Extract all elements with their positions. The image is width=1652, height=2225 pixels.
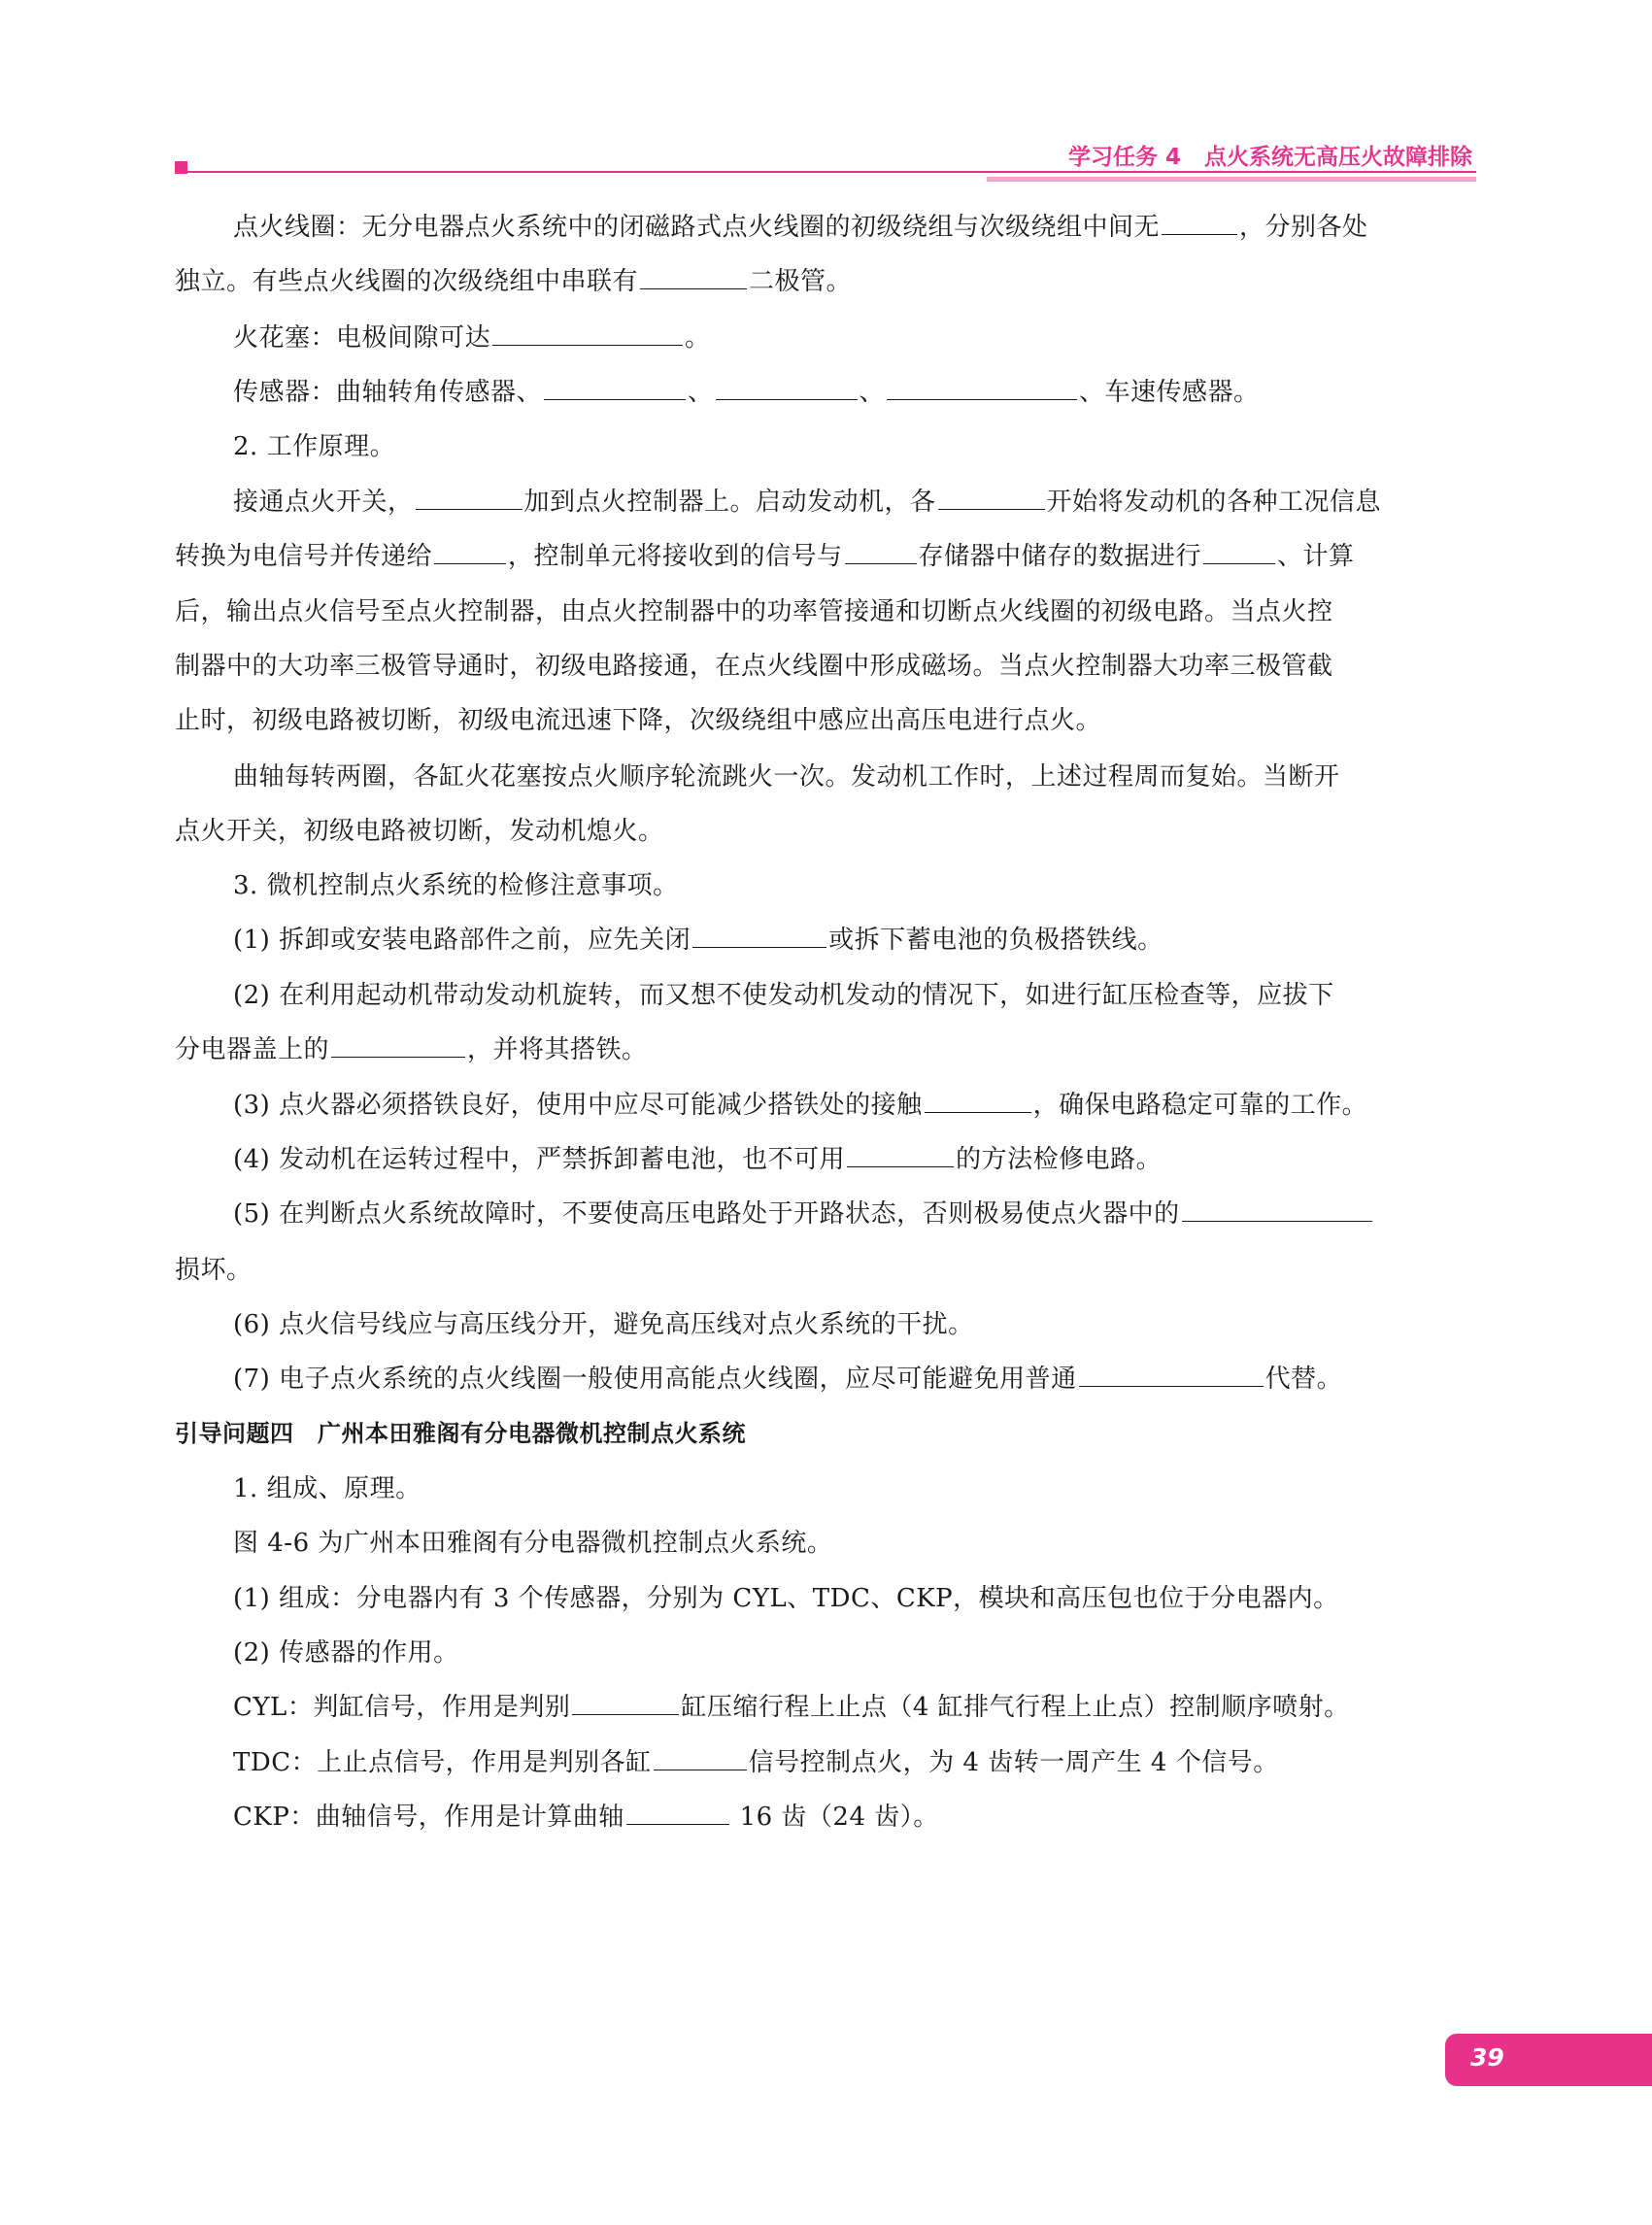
blank-field — [492, 323, 683, 346]
item-2-line2: 分电器盖上的 ，并将其搭铁。 — [175, 1035, 648, 1064]
item-3: (3) 点火器必须搭铁良好，使用中应尽可能减少搭铁处的接触 ，确保电路稳定可靠的工作。 — [233, 1091, 1368, 1120]
figure-reference: 图 4-6 为广州本田雅阁有分电器微机控制点火系统。 — [233, 1529, 833, 1558]
item-5-line2: 损坏。 — [175, 1256, 253, 1285]
paragraph-coil-line1: 点火线圈：无分电器点火系统中的闭磁路式点火线圈的初级绕组与次级绕组中间无 ，分别各处 — [233, 213, 1368, 242]
paragraph-principle-line1: 接通点火开关， 加到点火控制器上。启动发动机，各 开始将发动机的各种工况信息 — [233, 488, 1382, 517]
blank-field — [544, 378, 686, 400]
sensor-function-heading: (2) 传感器的作用。 — [233, 1638, 459, 1668]
blank-field — [847, 1145, 954, 1167]
blank-field — [626, 1803, 729, 1825]
paragraph-crank-line1: 曲轴每转两圈，各缸火花塞按点火顺序轮流跳火一次。发动机工作时，上述过程周而复始。当断开 — [233, 762, 1340, 792]
blank-field — [938, 488, 1045, 510]
item-4: (4) 发动机在运转过程中，严禁拆卸蓄电池，也不可用 的方法检修电路。 — [233, 1145, 1163, 1174]
paragraph-principle-line3: 后，输出点火信号至点火控制器，由点火控制器中的功率管接通和切断点火线圈的初级电路。当点火控 — [175, 597, 1333, 626]
page-number-tab — [1445, 2034, 1652, 2086]
heading-composition: 1. 组成、原理。 — [233, 1474, 421, 1503]
blank-field — [1182, 1199, 1372, 1222]
paragraph-spark-plug: 火花塞：电极间隙可达 。 — [233, 323, 711, 353]
blank-field — [416, 488, 523, 510]
paragraph-sensors: 传感器：曲轴转角传感器、 、 、 、车速传感器。 — [233, 378, 1260, 407]
blank-field — [572, 1693, 679, 1715]
item-1: (1) 拆卸或安装电路部件之前，应先关闭 或拆下蓄电池的负极搭铁线。 — [233, 926, 1163, 955]
blank-field — [331, 1035, 465, 1058]
header-rule — [187, 171, 1476, 173]
paragraph-principle-line5: 止时，初级电路被切断，初级电流迅速下降，次级绕组中感应出高压电进行点火。 — [175, 706, 1102, 735]
heading-working-principle: 2. 工作原理。 — [233, 432, 396, 461]
page-number: 39 — [1470, 2043, 1504, 2072]
blank-field — [640, 267, 747, 289]
paragraph-crank-line2: 点火开关，初级电路被切断，发动机熄火。 — [175, 817, 664, 846]
header-rule-accent — [987, 177, 1476, 182]
header-section: 学习任务 4 — [1067, 145, 1181, 170]
blank-field — [654, 1748, 747, 1770]
paragraph-principle-line2: 转换为电信号并传递给 ，控制单元将接收到的信号与 存储器中储存的数据进行 、计算 — [175, 542, 1355, 571]
tdc-signal: TDC：上止点信号，作用是判别各缸 信号控制点火，为 4 齿转一周产生 4 个信号。 — [233, 1748, 1279, 1777]
paragraph-principle-line4: 制器中的大功率三极管导通时，初级电路接通，在点火线圈中形成磁场。当点火控制器大功率三极管截 — [175, 652, 1333, 681]
ckp-signal: CKP：曲轴信号，作用是计算曲轴 16 齿（24 齿）。 — [233, 1803, 939, 1832]
blank-field — [1203, 542, 1275, 564]
blank-field — [1162, 213, 1237, 235]
item-5-line1: (5) 在判断点火系统故障时，不要使高压电路处于开路状态，否则极易使点火器中的 — [233, 1197, 1374, 1231]
blank-field — [845, 542, 917, 564]
blank-field — [716, 378, 858, 400]
blank-field — [692, 926, 826, 948]
blank-field — [887, 378, 1077, 400]
item-2-line1: (2) 在利用起动机带动发动机旋转，而又想不使发动机发动的情况下，如进行缸压检查等，应拔下 — [233, 981, 1334, 1010]
item-7: (7) 电子点火系统的点火线圈一般使用高能点火线圈，应尽可能避免用普通 代替。 — [233, 1365, 1343, 1394]
blank-field — [1079, 1365, 1264, 1387]
guide-question-heading: 引导问题四 广州本田雅阁有分电器微机控制点火系统 — [175, 1420, 746, 1447]
running-header — [1068, 139, 1472, 171]
heading-maintenance: 3. 微机控制点火系统的检修注意事项。 — [233, 871, 679, 900]
header-title: 点火系统无高压火故障排除 — [1204, 145, 1472, 170]
item-6: (6) 点火信号线应与高压线分开，避免高压线对点火系统的干扰。 — [233, 1310, 974, 1339]
composition-text: (1) 组成：分电器内有 3 个传感器，分别为 CYL、TDC、CKP，模块和高压包也位于分电器内。 — [233, 1584, 1339, 1613]
paragraph-coil-line2: 独立。有些点火线圈的次级绕组中串联有 二极管。 — [175, 267, 853, 296]
cyl-signal: CYL：判缸信号，作用是判别 缸压缩行程上止点（4 缸排气行程上止点）控制顺序喷射。 — [233, 1693, 1350, 1722]
blank-field — [925, 1091, 1031, 1113]
header-marker — [175, 161, 187, 174]
blank-field — [434, 542, 506, 564]
